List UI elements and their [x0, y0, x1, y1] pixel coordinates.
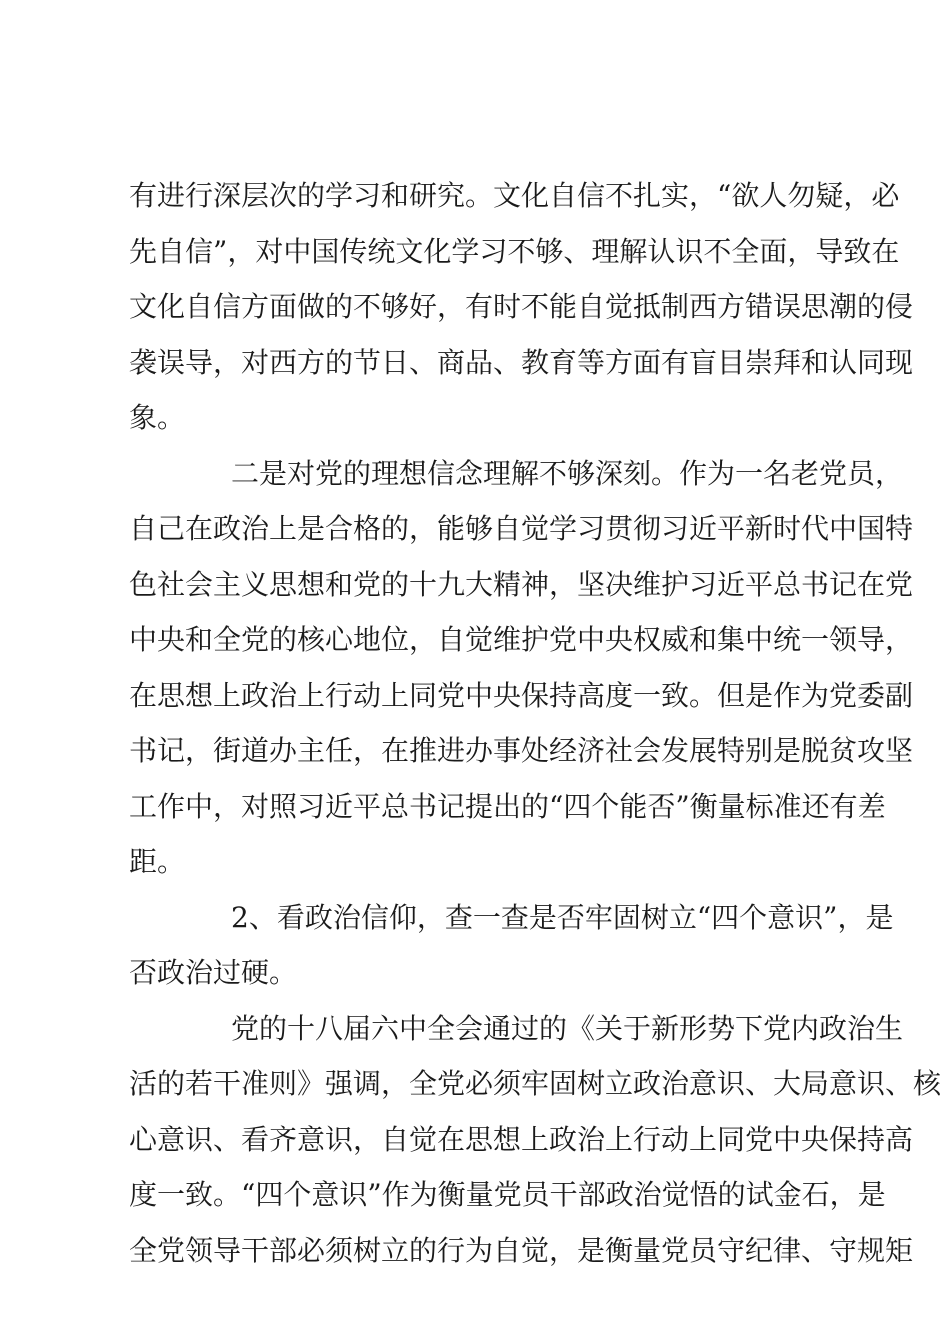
text-line: 党的十八届六中全会通过的《关于新形势下党内政治生 — [231, 1011, 904, 1045]
text-line: 工作中，对照习近平总书记提出的“四个能否”衡量标准还有差 — [129, 789, 886, 823]
text-line: 二是对党的理想信念理解不够深刻。作为一名老党员， — [231, 456, 904, 490]
text-line: 文化自信方面做的不够好，有时不能自觉抵制西方错误思潮的侵 — [129, 290, 914, 323]
text-line: 心意识、看齐意识，自觉在思想上政治上行动上同党中央保持高 — [129, 1122, 914, 1156]
text-line: 袭误导，对西方的节日、商品、教育等方面有盲目崇拜和认同现 — [129, 345, 914, 379]
text-line: 在思想上政治上行动上同党中央保持高度一致。但是作为党委副 — [129, 678, 914, 712]
text-line: 否政治过硬。 — [129, 956, 298, 989]
text-line: 全党领导干部必须树立的行为自觉，是衡量党员守纪律、守规矩 — [129, 1233, 914, 1267]
text-line: 活的若干准则》强调，全党必须牢固树立政治意识、大局意识、核 — [129, 1067, 942, 1100]
text-line: 度一致。“四个意识”作为衡量党员干部政治觉悟的试金石，是 — [129, 1178, 886, 1211]
text-line: 2、看政治信仰，查一查是否牢固树立“四个意识”，是 — [231, 900, 894, 934]
text-line: 先自信”，对中国传统文化学习不够、理解认识不全面，导致在 — [129, 234, 900, 268]
text-line: 色社会主义思想和党的十九大精神，坚决维护习近平总书记在党 — [129, 567, 914, 601]
text-line: 象。 — [129, 401, 186, 434]
document-body — [129, 168, 942, 1278]
text-line: 有进行深层次的学习和研究。文化自信不扎实，“欲人勿疑，必 — [129, 179, 900, 212]
text-line: 自己在政治上是合格的，能够自觉学习贯彻习近平新时代中国特 — [129, 512, 914, 545]
text-line: 书记，街道办主任，在推进办事处经济社会发展特别是脱贫攻坚 — [129, 734, 914, 767]
text-line: 距。 — [129, 845, 186, 878]
text-line: 中央和全党的核心地位，自觉维护党中央权威和集中统一领导， — [129, 623, 914, 656]
